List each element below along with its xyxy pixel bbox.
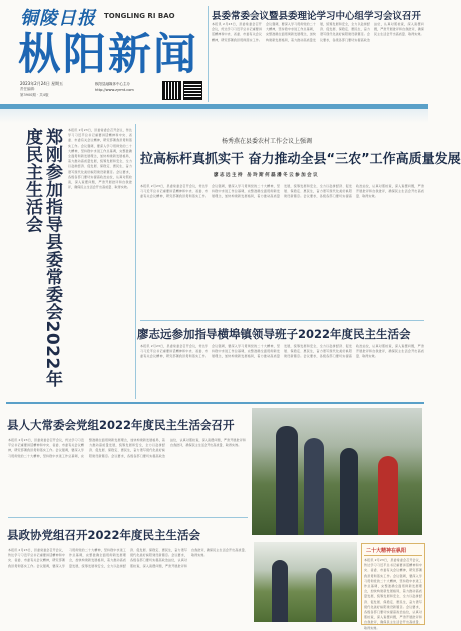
main-subtitle: 廖志远主持 岳玲斯何磊潘冬云参加会议 [214,173,320,178]
fourth-headline: 县政协党组召开2022年度民主生活会 [7,528,201,542]
left-story-body: 本报讯 2月23日，县委常委会召开会议，传达学习习近平总书记重要讲话精神和中央、省委、市委有关会议精神，研究部署我县贯彻落实工作。会议强调，要深入学习贯彻党的二十大精神，坚持稳中求进工作总基调，完整准确全面贯彻新发展理念，加快构建新发展格局，着力推动高质量发展，统筹发展和安全，全力以赴拼经济、促发展、保稳定、惠民生，奋力谱写现代化美好枞阳建设新篇章。会议要求，各级各部门要切实提高政治站位，认真对照检查，深入查摆问题，严肃开展批评和自我批评，确保民主生活会开出高质量、取得实效。 [68,128,132,190]
second-story-body: 本报讯 2月23日，县委常委会召开会议，传达学习习近平总书记重要讲话精神和中央、省委、市委有关会议精神，研究部署我县贯彻落实工作。会议强调，要深入学习贯彻党的二十大精神，坚持稳中求进工作总基调，完整准确全面贯彻新发展理念，加快构建新发展格局，着力推动高质量发展，统筹发展和安全，全力以赴拼经济、促发展、保稳定、惠民生，奋力谱写现代化美好枞阳建设新篇章。会议要求，各级各部门要切实提高政治站位，认真对照检查，深入查摆问题，严肃开展批评和自我批评，确保民主生活会开出高质量、取得实效。 [140,344,424,359]
photo-person-4 [378,456,398,535]
photo-person-5 [272,560,288,622]
main-kicker: 杨秀燕在县委农村工作会议上强调 [222,138,313,145]
top-headline: 县委常委会议暨县委理论学习中心组学习会议召开 [212,11,422,22]
left-vertical-title: 郑刚参加指导县委常委会2022年度民主生活会 [22,128,62,388]
photo-person-1 [276,426,298,535]
date-line: 2023年2月24日 星期五 [20,81,64,86]
third-headline: 县人大常委会党组2022年度民主生活会召开 [7,418,235,432]
left-column-divider [135,124,136,399]
photo-person-2 [304,438,324,535]
qr-code-1-icon [163,82,180,99]
section-title: 枞阳新闻 [18,30,198,80]
top-story-body: 本报讯 2月23日，县委常委会召开会议，传达学习习近平总书记重要讲话精神和中央、省委、市委有关会议精神，研究部署我县贯彻落实工作。会议强调，要深入学习贯彻党的二十大精神，坚持稳中求进工作总基调，完整准确全面贯彻新发展理念，加快构建新发展格局，着力推动高质量发展，统筹发展和安全，全力以赴拼经济、促发展、保稳定、惠民生，奋力谱写现代化美好枞阳建设新篇章。会议要求，各级各部门要切实提高政治站位，认真对照检查，深入查摆问题，严肃开展批评和自我批评，确保民主生活会开出高质量、取得实效。 [212,22,424,42]
qr-code-2-icon [184,82,201,99]
main-story-body: 本报讯 2月23日，县委常委会召开会议，传达学习习近平总书记重要讲话精神和中央、省委、市委有关会议精神，研究部署我县贯彻落实工作。会议强调，要深入学习贯彻党的二十大精神，坚持稳中求进工作总基调，完整准确全面贯彻新发展理念，加快构建新发展格局，着力推动高质量发展，统筹发展和安全，全力以赴拼经济、促发展、保稳定、惠民生，奋力谱写现代化美好枞阳建设新篇章。会议要求，各级各部门要切实提高政治站位，认真对照检查，深入查摆问题，严肃开展批评和自我批评，确保民主生活会开出高质量、取得实效。 [140,184,424,199]
corner-box [361,543,425,630]
header-divider [208,6,209,102]
publisher-line: 枞阳县融媒体中心主办 [95,82,130,86]
photo-person-6 [316,568,332,622]
corner-box-title: 二十大精神在枞阳 [364,546,422,556]
section-band-shadow [0,109,428,123]
fourth-story-body: 本报讯 2月23日，县委常委会召开会议，传达学习习近平总书记重要讲话精神和中央、省委、市委有关会议精神，研究部署我县贯彻落实工作。会议强调，要深入学习贯彻党的二十大精神，坚持稳中求进工作总基调，完整准确全面贯彻新发展理念，加快构建新发展格局，着力推动高质量发展，统筹发展和安全，全力以赴拼经济、促发展、保稳定、惠民生，奋力谱写现代化美好枞阳建设新篇章。会议要求，各级各部门要切实提高政治站位，认真对照检查，深入查摆问题，严肃开展批评和自我批评，确保民主生活会开出高质量、取得实效。 [8,548,248,568]
paper-name: 铜陵日报 [20,8,96,29]
photo-tea-garden [254,542,357,622]
paper-pinyin: TONGLING RI BAO [104,12,175,20]
corner-box-body: 本报讯 2月23日，县委常委会召开会议，传达学习习近平总书记重要讲话精神和中央、省委、市委有关会议精神，研究部署我县贯彻落实工作。会议强调，要深入学习贯彻党的二十大精神，坚持稳中求进工作总基调，完整准确全面贯彻新发展理念，加快构建新发展格局，着力推动高质量发展，统筹发展和安全，全力以赴拼经济、促发展、保稳定、惠民生，奋力谱写现代化美好枞阳建设新篇章。会议要求，各级各部门要切实提高政治站位，认真对照检查，深入查摆问题，严肃开展批评和自我批评，确保民主生活会开出高质量、取得实效。 [364,558,422,630]
issue-line: 第3900期 · 共4版 [20,93,49,97]
third-story-divider [8,517,248,518]
main-story-divider [140,320,424,321]
editor-line: 责任编辑： [20,87,38,91]
second-headline: 廖志远参加指导横埠镇领导班子2022年度民主生活会 [137,327,411,341]
website-line: http://www.zyrmt.com [95,88,134,92]
mid-rule [6,402,424,404]
photo-person-3 [340,448,358,535]
photo-officials-orchard [252,408,422,535]
third-story-body: 本报讯 2月23日，县委常委会召开会议，传达学习习近平总书记重要讲话精神和中央、省委、市委有关会议精神，研究部署我县贯彻落实工作。会议强调，要深入学习贯彻党的二十大精神，坚持稳中求进工作总基调，完整准确全面贯彻新发展理念，加快构建新发展格局，着力推动高质量发展，统筹发展和安全，全力以赴拼经济、促发展、保稳定、惠民生，奋力谱写现代化美好枞阳建设新篇章。会议要求，各级各部门要切实提高政治站位，认真对照检查，深入查摆问题，严肃开展批评和自我批评，确保民主生活会开出高质量、取得实效。 [8,438,246,458]
main-headline: 拉高标杆真抓实干 奋力推动全县“三农”工作高质量发展 [140,152,461,167]
